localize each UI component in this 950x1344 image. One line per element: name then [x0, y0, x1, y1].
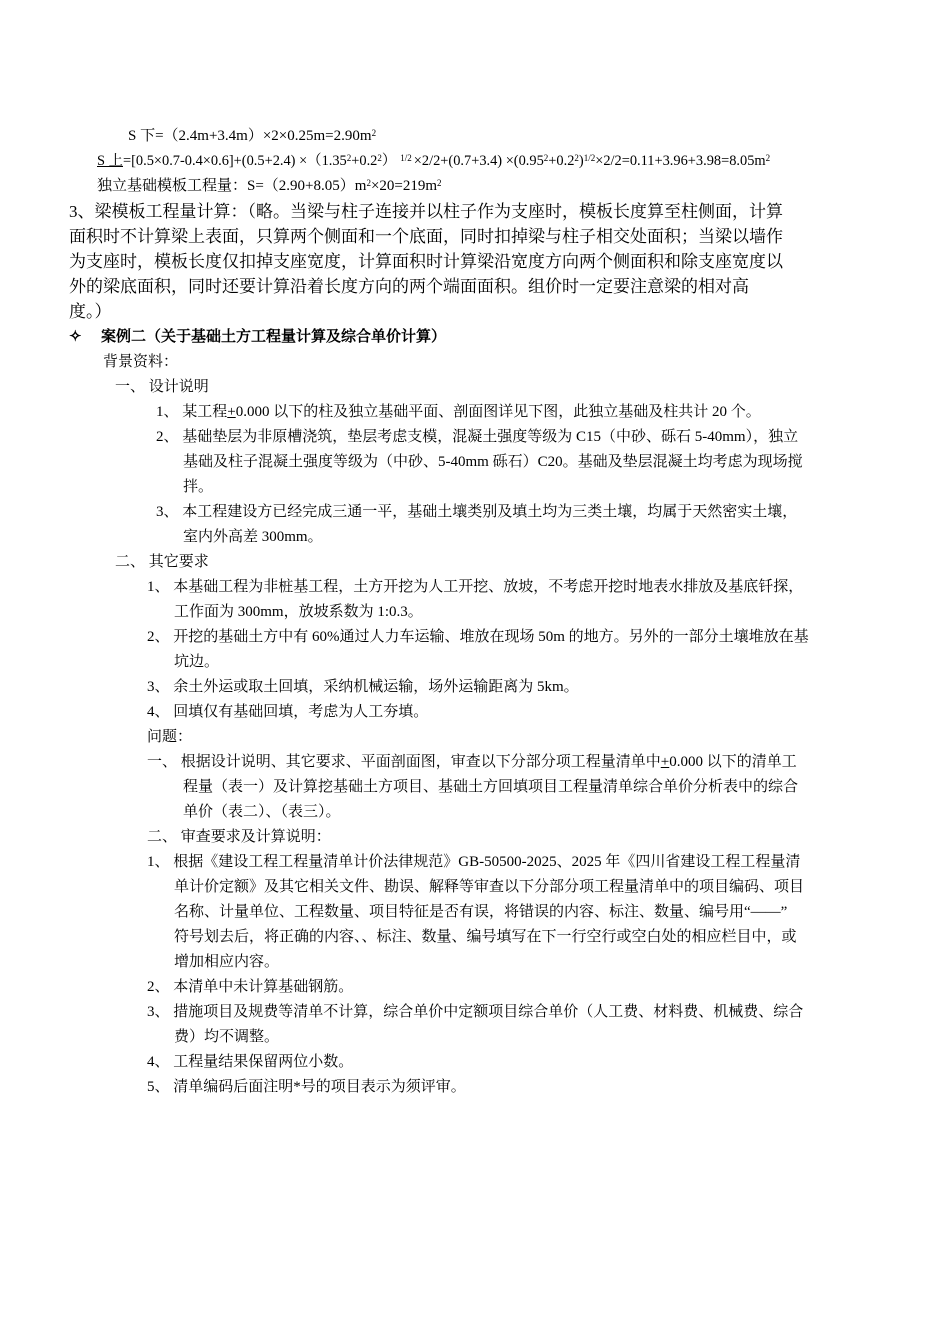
questions-label: 问题： — [147, 729, 193, 745]
design-item-2-cont: 拌。 — [183, 479, 214, 495]
requirement-item-1: 1、 本基础工程为非桩基工程，土方开挖为人工开挖、放坡，不考虑开挖时地表水排放及基底钎探， — [147, 579, 804, 595]
requirement-item-4: 4、 回填仅有基础回填，考虑为人工夯填。 — [147, 704, 429, 720]
sup: 1/2 — [583, 153, 596, 163]
design-item-2-cont: 基础及柱子混凝土强度等级为（中砂、5-40mm 砾石）C20。基础及垫层混凝土均考虑为现场搅 — [183, 454, 803, 470]
sup: 2 — [366, 178, 371, 188]
case2-title: 案例二（关于基础土方工程量计算及综合单价计算） — [101, 329, 447, 345]
requirement-item-3: 3、 余土外运或取土回填，采纳机械运输，场外运输距离为 5km。 — [147, 679, 579, 695]
section1-heading: 一、 设计说明 — [115, 379, 209, 395]
review-item-1-cont: 名称、计量单位、工程数量、项目特征是否有误，将错误的内容、标注、数量、编号用“——” — [174, 904, 788, 920]
beam-para-line: 度。） — [69, 302, 112, 321]
review-item-1-cont: 单计价定额》及其它相关文件、勘误、解释等审查以下分部分项工程量清单中的项目编码、项目 — [174, 879, 805, 895]
review-item-1-cont: 增加相应内容。 — [174, 954, 280, 970]
section2-heading: 二、 其它要求 — [115, 554, 209, 570]
question-2-heading: 二、 审查要求及计算说明： — [147, 829, 331, 845]
sup: 1/2 — [400, 153, 412, 163]
total-formwork — [97, 176, 442, 196]
sup: 2 — [371, 128, 377, 138]
requirement-item-2: 2、 开挖的基础土方中有 60%通过人力车运输、堆放在现场 50m 的地方。另外的一部分土壤堆放在基 — [147, 629, 809, 645]
total-text: 独立基础模板工程量：S=（2.90+8.05）m — [97, 178, 367, 194]
design-item-2: 2、 基础垫层为非原槽浇筑，垫层考虑支模，混凝土强度等级为 C15（中砂、砾石 5-40mm），独立 — [156, 429, 799, 445]
case2-heading — [69, 327, 446, 347]
question-1-cont: 单价（表二）、（表三）。 — [183, 804, 341, 820]
question-text: 0.000 以下的清单工 — [669, 754, 797, 770]
item-text: 1、 某工程 — [156, 404, 228, 420]
design-item-1 — [156, 402, 761, 422]
formula-part: ×2/2+(0.7+3.4) ×(0.95 — [413, 153, 544, 169]
beam-para-line: 3、梁模板工程量计算：（略。当梁与柱子连接并以柱子作为支座时，模板长度算至柱侧面，计算 — [69, 202, 783, 221]
formula-part: ) — [578, 153, 584, 169]
total-text: ×20=219m — [370, 178, 438, 194]
plus-minus-sign: + — [660, 754, 670, 770]
formula-part: +0.2 — [351, 153, 378, 169]
review-item-5: 5、 清单编码后面注明*号的项目表示为须评审。 — [147, 1079, 466, 1095]
beam-para-line: 外的梁底面积，同时还要计算沿着长度方向的两个端面面积。组价时一定要注意梁的相对高 — [69, 277, 749, 296]
review-item-3-cont: 费）均不调整。 — [174, 1029, 280, 1045]
formula-part: =[0.5×0.7-0.4×0.6]+(0.5+2.4) ×（1.35 — [123, 153, 347, 169]
s-lower-formula — [128, 126, 376, 146]
sup: 2 — [574, 153, 579, 163]
s-lower-text: S 下=（2.4m+3.4m）×2×0.25m=2.90m — [128, 128, 372, 144]
review-item-1-cont: 符号划去后，将正确的内容、、标注、数量、编号填写在下一行空行或空白处的相应栏目中，或 — [174, 929, 797, 945]
s-upper-formula — [97, 151, 770, 171]
design-item-3: 3、 本工程建设方已经完成三通一平，基础土壤类别及填土均为三类土壤，均属于天然密实土壤， — [156, 504, 798, 520]
background-label: 背景资料： — [103, 354, 179, 370]
beam-para-line: 为支座时，模板长度仅扣掉支座宽度，计算面积时计算梁沿宽度方向两个侧面积和除支座宽度以 — [69, 252, 783, 271]
review-item-3: 3、 措施项目及规费等清单不计算，综合单价中定额项目综合单价（人工费、材料费、机械费、综合 — [147, 1004, 804, 1020]
review-item-4: 4、 工程量结果保留两位小数。 — [147, 1054, 354, 1070]
review-item-2: 2、 本清单中未计算基础钢筋。 — [147, 979, 354, 995]
s-upper-label: S 上 — [97, 153, 123, 169]
sup: 2 — [437, 178, 442, 188]
sup: 2 — [765, 153, 771, 163]
review-item-1: 1、 根据《建设工程工程量清单计价法律规范》GB-50500-2025、2025 年《四川省建设工程工程量清 — [147, 854, 801, 870]
requirement-item-1-cont: 工作面为 300mm，放坡系数为 1:0.3。 — [174, 604, 423, 620]
plus-minus-sign: + — [227, 404, 236, 420]
question-1 — [147, 752, 797, 772]
sup: 2 — [346, 153, 352, 163]
requirement-item-2-cont: 坑边。 — [174, 654, 220, 670]
question-1-cont: 程量（表一）及计算挖基础土方项目、基础土方回填项目工程量清单综合单价分析表中的综合 — [183, 779, 799, 795]
diamond-bullet-icon: ✧ — [69, 329, 82, 345]
item-text: 0.000 以下的柱及独立基础平面、剖面图详见下图，此独立基础及柱共计 20 个。 — [235, 404, 761, 420]
formula-part: ） — [381, 153, 397, 169]
formula-part: +0.2 — [548, 153, 575, 169]
beam-para-line: 面积时不计算梁上表面，只算两个侧面和一个底面，同时扣掉梁与柱子相交处面积；当梁以墙作 — [69, 227, 783, 246]
sup: 2 — [377, 153, 382, 163]
question-text: 一、 根据设计说明、其它要求、平面剖面图，审查以下分部分项工程量清单中 — [147, 754, 661, 770]
formula-part: ×2/2=0.11+3.96+3.98=8.05m — [595, 153, 766, 169]
design-item-3-cont: 室内外高差 300mm。 — [183, 529, 323, 545]
sup: 2 — [543, 153, 549, 163]
